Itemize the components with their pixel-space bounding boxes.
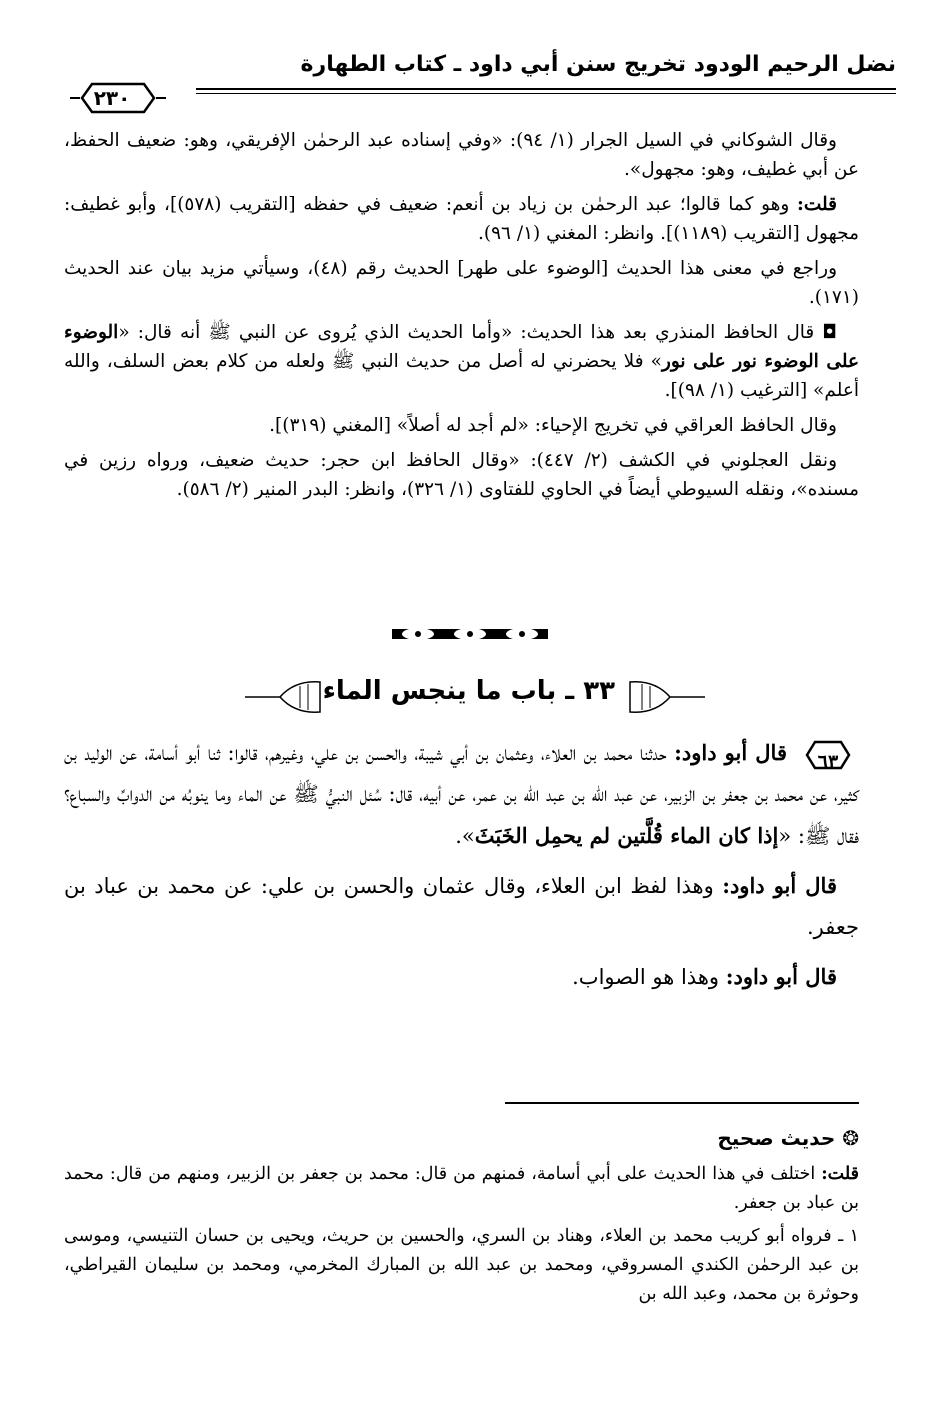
mundhiri-text-a: ◘ قال الحافظ المنذري بعد هذا الحديث: «وأما الحديث الذي يُروى عن النبي ﷺ أنه قال: « (118, 322, 837, 343)
header-title: نضل الرحيم الودود تخريج سنن أبي داود ـ كتاب الطهارة (300, 52, 896, 77)
paragraph-shawkani: وقال الشوكاني في السيل الجرار (١/ ٩٤): «وفي إسناده عبد الرحمٰن الإفريقي، وهو: ضعيف الحفظ، عن أبي غطيف، وهو: مجهول». (64, 130, 859, 180)
note2-text: وهذا هو الصواب. (572, 965, 726, 989)
hadith-note-1 (64, 865, 859, 948)
hadith-number-box (797, 739, 859, 771)
hadith-number: ٦٣ (817, 750, 839, 773)
paragraph-ajluni: ونقل العجلوني في الكشف (٢/ ٤٤٧): «وقال الحافظ ابن حجر: حديث ضعيف، ورواه رزين في مسنده»، ونقله السيوطي أيضاً في الحاوي للفتاوى (١/ ٣٢٦)، وانظر: البدر المنير (٢/ ٥٨٦). (64, 450, 859, 500)
hadith-abu-dawud-label: قال أبو داود: (674, 740, 787, 765)
grading-text: حديث صحيح (717, 1126, 836, 1150)
paragraph-qultu (64, 190, 859, 248)
hadith-matn: إذا كان الماء قُلَّتين لم يحمِل الخَبَثَ (474, 823, 779, 848)
footnote-rule (505, 1102, 859, 1104)
mundhiri-text-b: » فلا يحضرني له أصل من حديث النبي ﷺ ولعله من كلام بعض السلف، والله أعلم» [الترغيب (١/ ٩٨)]. (64, 351, 859, 401)
hadith-text-b: ». (455, 824, 475, 848)
page-number: ٢٣٠ (93, 86, 131, 110)
note2-label: قال أبو داود: (725, 964, 837, 989)
page-number-box (62, 78, 196, 122)
hadith-block (64, 732, 859, 1006)
fn-qultu-text: اختلف في هذا الحديث على أبي أسامة، فمنهم من قال: محمد بن جعفر بن الزبير، ومنهم من قال: محمد بن عباد بن جعفر. (64, 1164, 859, 1213)
grading-heading (717, 1126, 859, 1150)
chapter-title: ٣٣ ـ باب ما ينجس الماء (322, 676, 615, 706)
paragraph-mundhiri (64, 318, 859, 405)
ornament-divider-icon (390, 626, 550, 642)
hadith-paragraph (64, 732, 859, 857)
top-section (64, 126, 859, 510)
running-header (62, 44, 896, 114)
note1-label: قال أبو داود: (722, 873, 837, 898)
fn-qultu-label: قلت: (821, 1164, 859, 1184)
paragraph-iraqi: وقال الحافظ العراقي في تخريج الإحياء: «لم أجد له أصلاً» [المغني (٣١٩)]. (269, 415, 837, 436)
mundhiri-quote: الوضوء على الوضوء نور على نور (64, 322, 859, 372)
paragraph-refer: وراجع في معنى هذا الحديث [الوضوء على طهر] الحديث رقم (٤٨)، وسيأتي مزيد بيان عند الحديث (١٧١). (64, 258, 859, 308)
footnote-paragraph-2: ١ ـ فرواه أبو كريب محمد بن العلاء، وهناد بن السري، والحسين بن حريث، ويحيى بن حسان التنيسي، وموسى بن عبد الرحمٰن الكندي المسروقي، ومحمد بن عبد الله بن المبارك المخرمي، ومحمد بن سليمان القيراطي، وحوثرة بن محمد، وعبد الله بن (64, 1226, 859, 1304)
qultu-label: قلت: (797, 194, 837, 215)
bullet-icon: ❂ (835, 1126, 859, 1150)
hadith-text-a: حدثنا محمد بن العلاء، وعثمان بن أبي شيبة، والحسن بن علي، وغيرهم، قالوا: ثنا أبو أسامة، عن الوليد بن كثير، عن محمد بن جعفر بن الزبير، عن عبد الله بن عبد الله بن عمر، عن أبيه، قال: سُئل النبيُّ ﷺ عن الماء وما ينوبُه من الدوابِّ والسباع؟ فقال ﷺ: « (64, 741, 859, 848)
hadith-note-2 (64, 956, 859, 998)
qultu-text: وهو كما قالوا؛ عبد الرحمٰن بن زياد بن أنعم: ضعيف في حفظه [التقريب (٥٧٨)]، وأبو غطيف: مجهول [التقريب (١١٨٩)]. وانظر: المغني (١/ ٩٦). (64, 194, 859, 244)
footnote-paragraph-1 (64, 1160, 859, 1218)
chapter-heading (240, 672, 710, 722)
note1-text: وهذا لفظ ابن العلاء، وقال عثمان والحسن بن علي: عن محمد بن عباد بن جعفر. (64, 874, 859, 939)
footnote-section (64, 1160, 859, 1313)
